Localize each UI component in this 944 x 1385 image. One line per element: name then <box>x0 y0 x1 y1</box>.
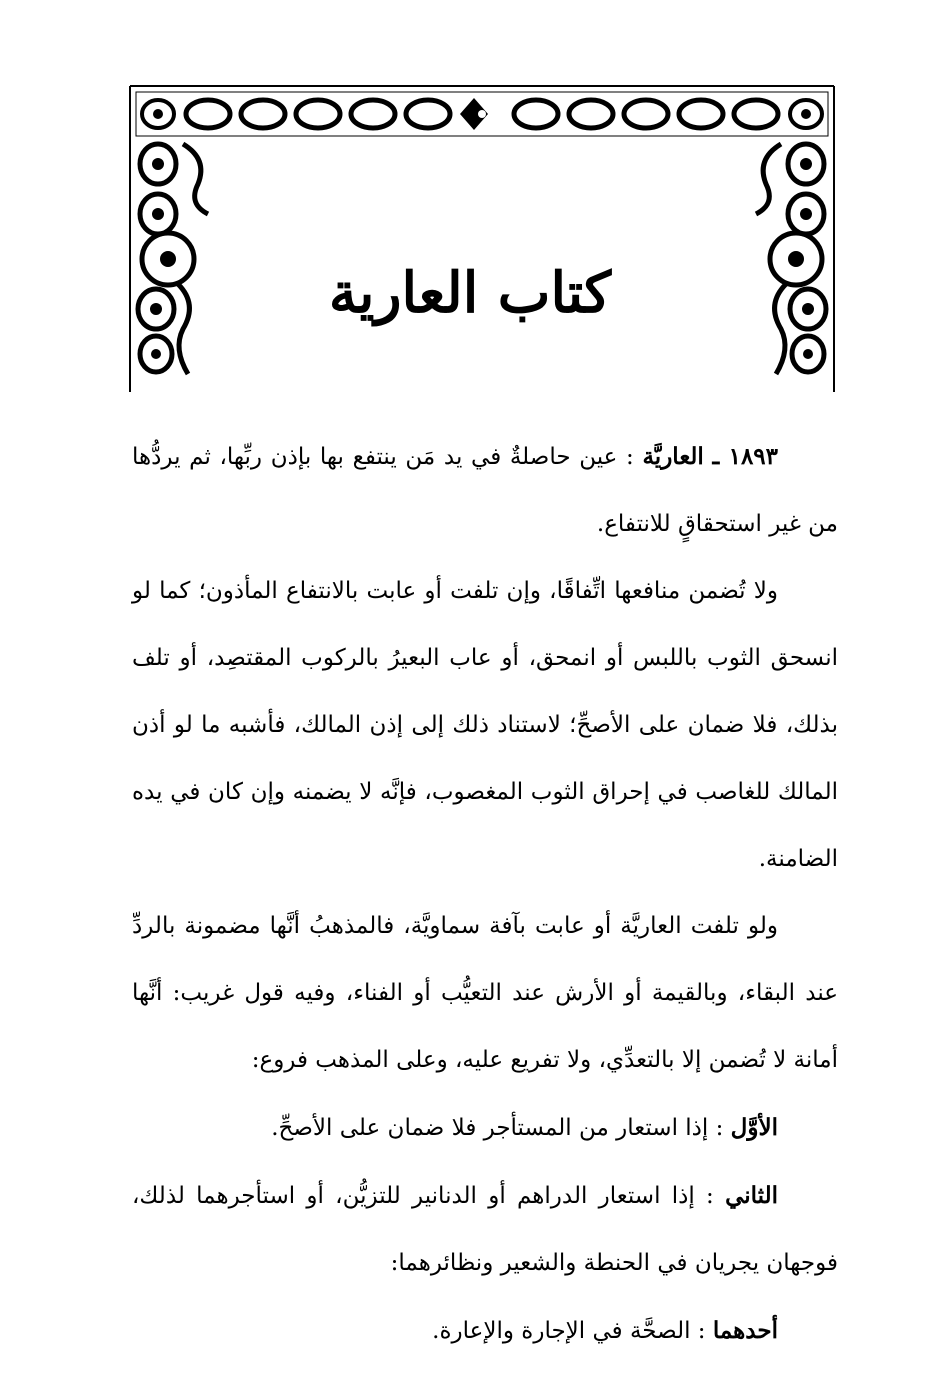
paragraph-text: ولا تُضمن منافعها اتِّفاقًا، وإن تلفت أو عابت بالانتفاع المأذون؛ كما لو انسحق الثوب باللبس أو انمحق، أو عاب البعيرُ بالركوب المقتصِد، أو تلف بذلك، فلا ضمان على الأصحِّ؛ لاستناد ذلك إلى إذن المالك، فأشبه ما لو أذن المالك للغاصب في إحراق الثوب المغصوب، فإنَّه لا يضمنه وإن كان في يده الضامنة. <box>132 578 838 872</box>
paragraph-6 <box>132 1297 838 1365</box>
branch-heading: الأوَّل <box>730 1114 778 1141</box>
decorative-frame <box>128 84 836 394</box>
paragraph-text: : إذا استعار الدراهم أو الدنانير للتزيُّن، أو استأجرهما لذلك، فوجهان يجريان في الحنطة والشعير ونظائرهما: <box>132 1183 838 1276</box>
paragraph-3 <box>132 893 838 1094</box>
paragraph-text: : الصحَّة في الإجارة والإعارة. <box>432 1318 706 1344</box>
paragraph-5 <box>132 1162 838 1297</box>
paragraph-text: ولو تلفت العاريَّة أو عابت بآفة سماويَّة، فالمذهبُ أنَّها مضمونة بالردِّ عند البقاء، وبالقيمة أو الأرش عند التعيُّب أو الفناء، وفيه قول غريب: أنَّها أمانة لا تُضمن إلا بالتعدِّي، ولا تفريع عليه، وعلى المذهب فروع: <box>132 913 838 1073</box>
paragraph-4 <box>132 1094 838 1162</box>
paragraph-1 <box>132 423 838 558</box>
paragraph-text: : إذا استعار من المستأجر فلا ضمان على الأصحِّ. <box>271 1115 724 1141</box>
sub-heading: أحدهما <box>712 1317 778 1344</box>
entry-number: ١٨٩٣ ـ <box>712 443 779 470</box>
paragraph-text: : عين حاصلةٌ في يد مَن ينتفع بها بإذن ربِّها، ثم يردُّها من غير استحقاقٍ للانتفاع. <box>132 444 838 537</box>
term-heading: العاريَّة <box>642 443 704 470</box>
branch-heading: الثاني <box>725 1182 778 1209</box>
ornament-border <box>128 84 836 394</box>
chapter-title: كتاب العارية <box>328 260 612 326</box>
paragraph-2 <box>132 558 838 893</box>
main-text <box>132 423 838 1365</box>
